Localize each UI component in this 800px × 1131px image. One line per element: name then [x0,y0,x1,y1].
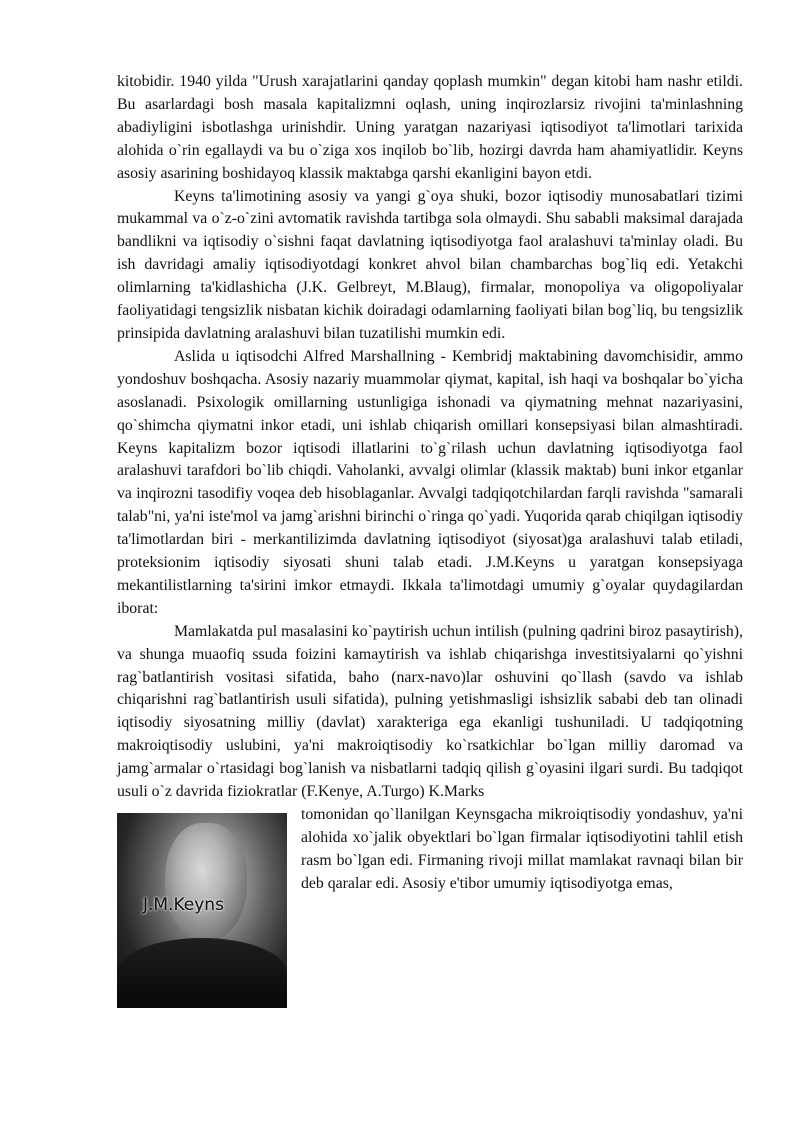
portrait-coat [117,938,287,1008]
photo-text-block [117,804,743,915]
keynes-portrait [117,813,287,1008]
paragraph-1: kitobidir. 1940 yilda "Urush xarajatlarini qanday qoplash mumkin" degan kitobi ham nashr etildi. Bu asarlardagi bosh masala kapitalizmni oqlash, uning inqirozlarsiz rivojini ta'minlashning abadiyligini isbotlashga urinishdir. Uning yaratgan nazariyasi iqtisodiyot ta'limotlari tarixida alohida o`rin egallaydi va bu o`ziga xos inqilob bo`lib, hozirgi davrda ham ahamiyatlidir. Keyns asosiy asarining boshidayoq klassik maktabga qarshi ekanligini bayon etdi. [117,73,743,182]
paragraph-4: Mamlakatda pul masalasini ko`paytirish uchun intilish (pulning qadrini biroz pasaytirish), va shunga muaofiq ssuda foizini kamaytirish va ishlab chiqarishga investitsiyalarni qo`yishni rag`batlantirish vositasi sifatida, baho (narx-navo)lar oshuvini qo`llash (savdo va ishlab chiqarishni rag`batlantirish usuli sifatida), pulning yetishmasligi ishsizlik sababi deb tan olinadi iqtisodiy siyosatning milliy (davlat) xarakteriga ega ekanligi tushuniladi. U tadqiqotning makroiqtisodiy uslubini, ya'ni makroiqtisodiy ko`rsatkichlar bo`lgan milliy daromad va jamg`armalar o`rtasidagi bog`lanish va nisbatlarni tadqiq qilish g`oyasini ilgari surdi. Bu tadqiqot usuli o`z davrida fiziokratlar (F.Kenye, A.Turgo) K.Marks [117,622,743,801]
paragraph-2: Keyns ta'limotining asosiy va yangi g`oya shuki, bozor iqtisodiy munosabatlari tizimi mukammal va o`z-o`zini avtomatik ravishda tartibga sola olmaydi. Shu sababli maksimal darajada bandlikni va iqtisodiy o`sishni faqat davlatning iqtisodiyotga faol aralashuvi ta'minlay oladi. Bu ish davridagi amaliy iqtisodiyotdagi konkret ahvol bilan chambarchas bog`liq edi. Yetakchi olimlarning ta'kidlashicha (J.K. Gelbreyt, M.Blaug), firmalar, monopoliya va oligopoliyalar faoliyatidagi tengsizlik nisbatan kichik doiradagi odamlarning faoliyati bilan bog`liq, bu tengsizlik prinsipida davlatning aralashuvi bilan tuzatilishi mumkin edi. [117,187,743,342]
portrait-caption: J.M.Keyns [143,895,224,915]
document-page [117,71,743,1008]
paragraph-3: Aslida u iqtisodchi Alfred Marshallning - Kembridj maktabining davomchisidir, ammo yondoshuv boshqacha. Asosiy nazariy muammolar qiymat, kapital, ish haqi va boshqalar bo`yicha asoslanadi. Psixologik omillarning ustunligiga ishonadi va qiymatning mehnat nazariyasini, qo`shimcha qiymatni inkor etadi, uni ishlab chiqarish omillari konsepsiyasi bilan almashtiradi. Keyns kapitalizm bozor iqtisodi illatlarini to`g`rilash uchun davlatning iqtisodiyotga faol aralashuvi tarafdori bo`lib chiqdi. Vaholanki, avvalgi olimlar (klassik maktab) buni inkor etganlar va inqirozni tasodifiy voqea deb hisoblaganlar. Avvalgi tadqiqotchilardan farqli ravishda "samarali talab"ni, ya'ni iste'mol va jamg`arishni birinchi o`ringa qo`yadi. Yuqorida qarab chiqilgan iqtisodiy ta'limotlardan biri - merkantilizimda davlatning iqtisodiyot (siyosat)ga aralashuvi talab etiladi, proteksionim iqtisodiy siyosati shuni talab etadi. J.M.Keyns u yaratgan konsepsiyaga mekantilistlarning ta'sirini imkor etmaydi. Ikkala ta'limotdagi umumiy g`oyalar quydagilardan iborat: [117,347,743,617]
portrait-head [165,823,247,941]
paragraph-5: tomonidan qo`llanilgan Keynsgacha mikroiqtisodiy yondashuv, ya'ni alohida xo`jalik obyektlari bo`lgan firmalar iqtisodiyotini tahlil etish rasm bo`lgan edi. Firmaning rivoji millat mamlakat ravnaqi bilan bir deb qaralar edi. Asosiy e'tibor umumiy iqtisodiyotga emas, [301,806,743,892]
